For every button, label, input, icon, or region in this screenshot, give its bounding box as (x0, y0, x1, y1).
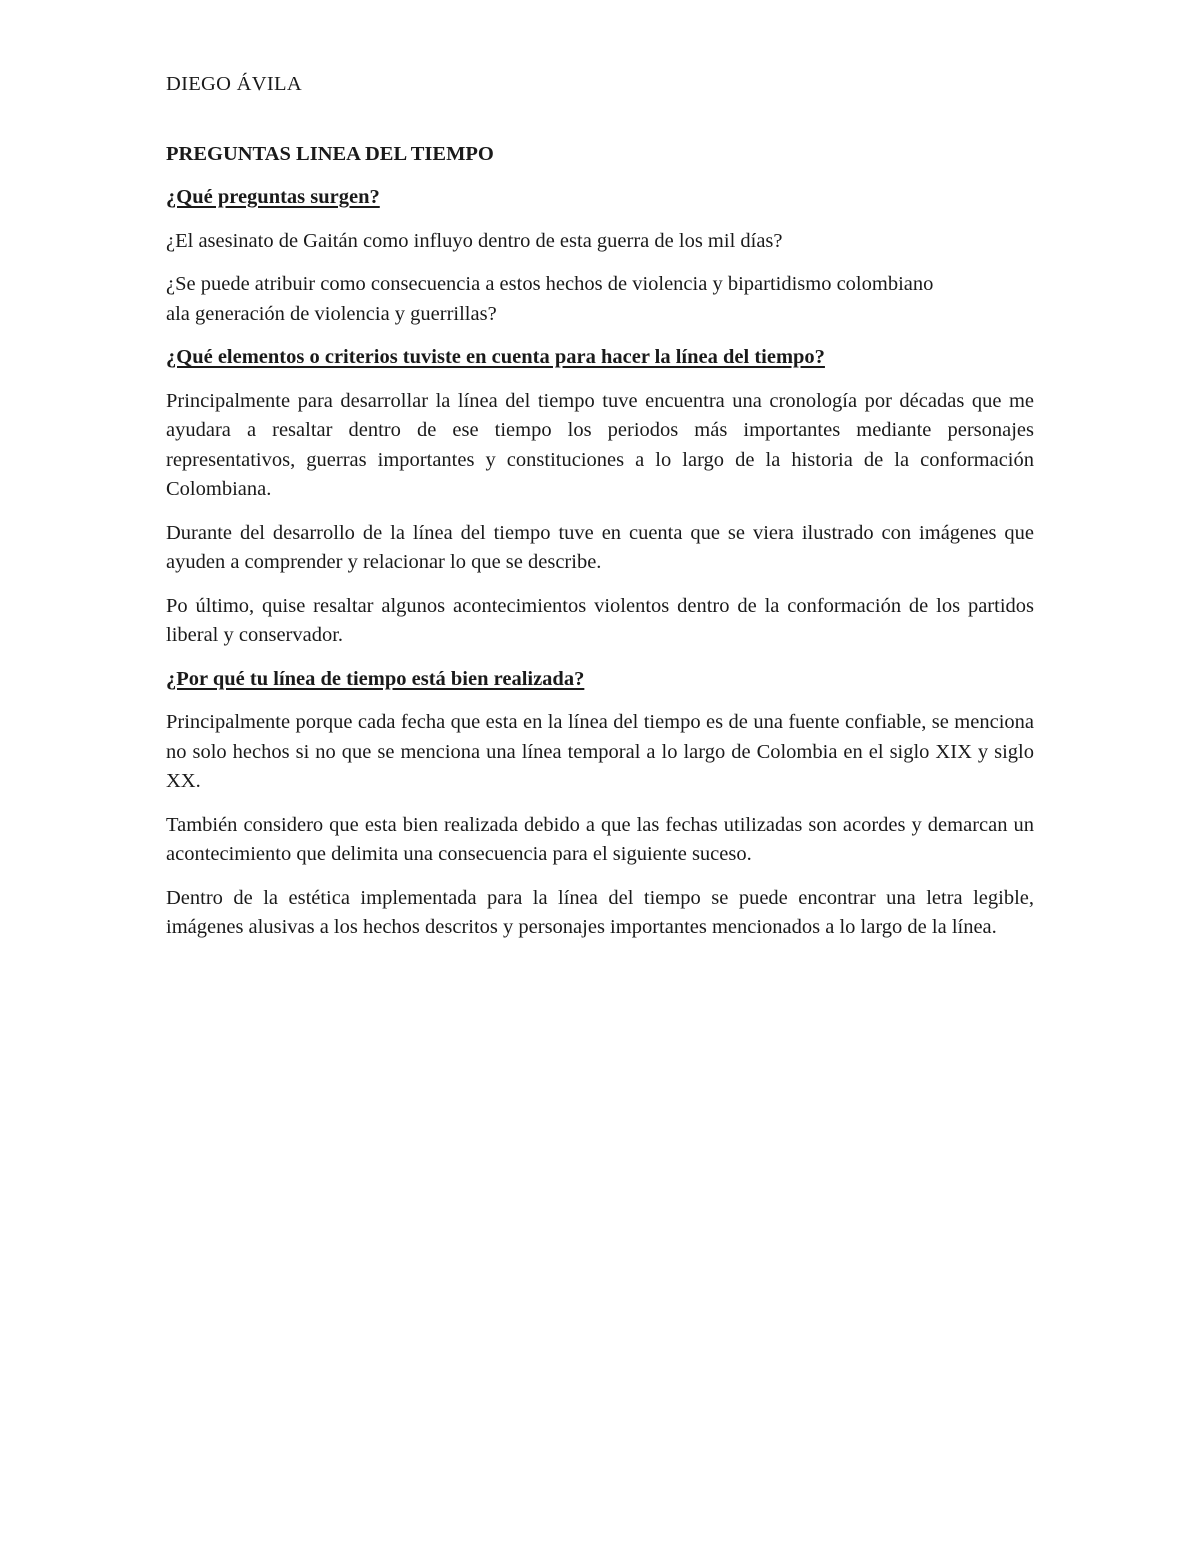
section-heading-quality: ¿Por qué tu línea de tiempo está bien realizada? (166, 667, 585, 690)
document-page (166, 70, 1034, 957)
body-paragraph: Durante del desarrollo de la línea del tiempo tuve en cuenta que se viera ilustrado con imágenes que ayuden a comprender y relacionar lo que se describe. (166, 521, 1034, 573)
question-paragraph: ¿El asesinato de Gaitán como influyo dentro de esta guerra de los mil días? (166, 229, 783, 252)
body-paragraph: Dentro de la estética implementada para la línea del tiempo se puede encontrar una letra legible, imágenes alusivas a los hechos descritos y personajes importantes mencionados a lo largo de la línea. (166, 886, 1034, 938)
section-heading-questions: ¿Qué preguntas surgen? (166, 186, 380, 208)
body-paragraph: Principalmente porque cada fecha que esta en la línea del tiempo es de una fuente confiable, se menciona no solo hechos si no que se menciona una línea temporal a lo largo de Colombia en el siglo XIX y siglo XX. (166, 711, 1034, 792)
body-paragraph: Po último, quise resaltar algunos acontecimientos violentos dentro de la conformación de los partidos liberal y conservador. (166, 594, 1034, 646)
body-paragraph: También considero que esta bien realizada debido a que las fechas utilizadas son acordes y demarcan un acontecimiento que delimita una consecuencia para el siguiente suceso. (166, 813, 1034, 865)
question-paragraph: ¿Se puede atribuir como consecuencia a estos hechos de violencia y bipartidismo colombiano ala generación de violencia y guerrillas? (166, 273, 934, 325)
author-name: DIEGO ÁVILA (166, 73, 302, 95)
section-heading-criteria: ¿Qué elementos o criterios tuviste en cuenta para hacer la línea del tiempo? (166, 346, 825, 368)
document-title: PREGUNTAS LINEA DEL TIEMPO (166, 142, 494, 165)
body-paragraph: Principalmente para desarrollar la línea del tiempo tuve encuentra una cronología por décadas que me ayudara a resaltar dentro de ese tiempo los periodos más importantes mediante personajes representativos, guerras importantes y constituciones a lo largo de la historia de la conformación Colombiana. (166, 389, 1034, 500)
